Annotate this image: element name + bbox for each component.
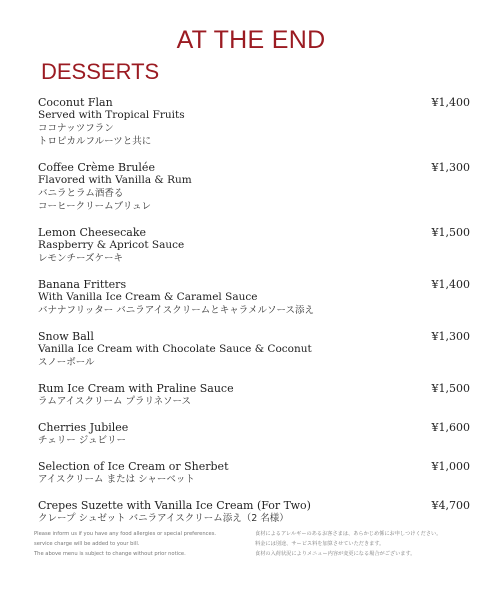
item-price: ¥1,600 xyxy=(431,421,470,434)
item-japanese: レモンチーズケーキ xyxy=(38,253,124,264)
item-description: Served with Tropical Fruits xyxy=(38,109,185,121)
item-price: ¥4,700 xyxy=(431,499,470,512)
menu-item xyxy=(38,382,470,408)
footer-line: 食材の入荷状況によりメニュー内容が変更になる場合がございます。 xyxy=(255,551,416,557)
menu-item xyxy=(38,226,470,265)
footer-line: service charge will be added to your bill. xyxy=(34,541,140,547)
dessert-menu xyxy=(38,96,470,538)
item-name: Crepes Suzette with Vanilla Ice Cream (For Two) xyxy=(38,499,311,512)
menu-item xyxy=(38,96,470,148)
item-price: ¥1,300 xyxy=(431,330,470,343)
footer-line: The above menu is subject to change without prior notice. xyxy=(34,551,186,557)
item-japanese: ココナッツフラン xyxy=(38,123,114,134)
item-japanese: クレープ シュゼット バニラアイスクリーム添え（2 名様） xyxy=(38,513,289,524)
item-description: Flavored with Vanilla & Rum xyxy=(38,174,192,186)
menu-item xyxy=(38,421,470,447)
section-title: DESSERTS xyxy=(41,59,160,84)
item-price: ¥1,500 xyxy=(431,226,470,239)
item-name: Coffee Crème Brulée xyxy=(38,161,155,174)
item-price: ¥1,300 xyxy=(431,161,470,174)
footer-line: 料金には別途、サービス料を加算させていただきます。 xyxy=(255,541,385,547)
item-japanese: コーヒークリームブリュレ xyxy=(38,201,151,212)
item-name: Lemon Cheesecake xyxy=(38,226,147,239)
menu-item xyxy=(38,278,470,317)
item-description: Raspberry & Apricot Sauce xyxy=(38,239,185,251)
item-japanese: アイスクリーム または シャーベット xyxy=(38,474,195,485)
menu-item xyxy=(38,161,470,213)
item-name: Selection of Ice Cream or Sherbet xyxy=(38,460,229,473)
item-price: ¥1,400 xyxy=(431,96,470,109)
footer-note-japanese xyxy=(255,529,470,559)
item-japanese: ラムアイスクリーム プラリネソース xyxy=(38,396,192,407)
menu-item xyxy=(38,330,470,369)
item-price: ¥1,500 xyxy=(431,382,470,395)
item-japanese: バニラとラム酒香る xyxy=(38,188,124,199)
item-price: ¥1,000 xyxy=(431,460,470,473)
item-description: Vanilla Ice Cream with Chocolate Sauce & Coconut xyxy=(38,343,312,355)
item-japanese: スノーボール xyxy=(38,357,95,368)
page-title: AT THE END xyxy=(176,26,326,54)
item-japanese: チェリー ジュビリー xyxy=(38,435,127,446)
item-price: ¥1,400 xyxy=(431,278,470,291)
item-name: Snow Ball xyxy=(38,330,94,343)
item-japanese: バナナフリッター バニラアイスクリームとキャラメルソース添え xyxy=(38,305,315,316)
item-japanese: トロピカルフルーツと共に xyxy=(38,136,152,147)
footer-note-english xyxy=(34,529,244,559)
menu-item xyxy=(38,499,470,525)
item-name: Rum Ice Cream with Praline Sauce xyxy=(38,382,234,395)
item-description: With Vanilla Ice Cream & Caramel Sauce xyxy=(38,291,258,303)
footer-line: Please inform us if you have any food allergies or special preferences. xyxy=(34,531,217,537)
footer-line: 食材によるアレルギーのあるお客さまは、あらかじめ係にお申しつけください。 xyxy=(255,531,442,537)
menu-item xyxy=(38,460,470,486)
item-name: Cherries Jubilee xyxy=(38,421,129,434)
item-name: Coconut Flan xyxy=(38,96,113,109)
item-name: Banana Fritters xyxy=(38,278,127,291)
